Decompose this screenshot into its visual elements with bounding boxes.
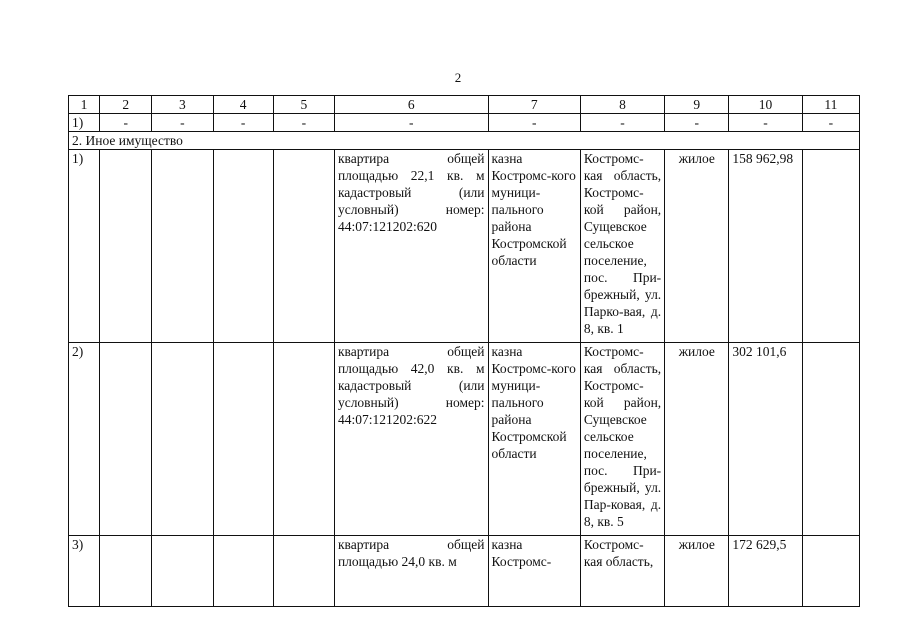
empty-cell [152,536,213,607]
property-value: 302 101,6 [729,343,802,536]
property-description: квартира общей площадью 24,0 кв. м [334,536,488,607]
column-header: 4 [213,96,273,114]
property-registry-table [68,95,860,607]
column-header: 2 [100,96,152,114]
empty-cell [273,150,334,343]
column-header: 10 [729,96,802,114]
row-number: 1) [69,114,100,132]
empty-cell [213,343,273,536]
column-header: 1 [69,96,100,114]
column-header: 3 [152,96,213,114]
empty-cell [802,536,859,607]
column-header: 8 [580,96,664,114]
property-owner: казна Костромс-кого муници-пального района Костромской области [488,343,580,536]
property-address: Костромс-кая область, [580,536,664,607]
property-value: 158 962,98 [729,150,802,343]
dash-cell: - [213,114,273,132]
property-owner: казна Костромс-кого муници-пального района Костромской области [488,150,580,343]
property-description: квартира общей площадью 42,0 кв. м кадастровый (или условный) номер: 44:07:121202:622 [334,343,488,536]
section-title: 2. Иное имущество [69,132,860,150]
empty-entry-row [69,114,860,132]
empty-cell [152,150,213,343]
property-value: 172 629,5 [729,536,802,607]
empty-cell [213,150,273,343]
dash-cell: - [580,114,664,132]
empty-cell [100,150,152,343]
dash-cell: - [802,114,859,132]
dash-cell: - [152,114,213,132]
property-address: Костромс-кая область, Костромс-кой район, Сущевское сельское поселение, пос. При-брежный, ул. Парко-вая, д. 8, кв. 1 [580,150,664,343]
section-row [69,132,860,150]
column-header: 11 [802,96,859,114]
property-description: квартира общей площадью 22,1 кв. м кадастровый (или условный) номер: 44:07:121202:620 [334,150,488,343]
table-row [69,536,860,607]
empty-cell [100,343,152,536]
empty-cell [273,343,334,536]
dash-cell: - [100,114,152,132]
empty-cell [802,343,859,536]
property-purpose: жилое [665,536,729,607]
column-header: 6 [334,96,488,114]
row-number: 1) [69,150,100,343]
row-number: 2) [69,343,100,536]
dash-cell: - [488,114,580,132]
column-header: 5 [273,96,334,114]
dash-cell: - [729,114,802,132]
column-header: 7 [488,96,580,114]
property-purpose: жилое [665,343,729,536]
dash-cell: - [334,114,488,132]
empty-cell [152,343,213,536]
empty-cell [213,536,273,607]
property-owner: казна Костромс- [488,536,580,607]
table-row [69,343,860,536]
row-number: 3) [69,536,100,607]
property-address: Костромс-кая область, Костромс-кой район, Сущевское сельское поселение, пос. При-брежный, ул. Пар-ковая, д. 8, кв. 5 [580,343,664,536]
column-number-row [69,96,860,114]
empty-cell [100,536,152,607]
table-row [69,150,860,343]
property-purpose: жилое [665,150,729,343]
page-number: 2 [454,70,462,85]
dash-cell: - [665,114,729,132]
column-header: 9 [665,96,729,114]
empty-cell [273,536,334,607]
dash-cell: - [273,114,334,132]
empty-cell [802,150,859,343]
